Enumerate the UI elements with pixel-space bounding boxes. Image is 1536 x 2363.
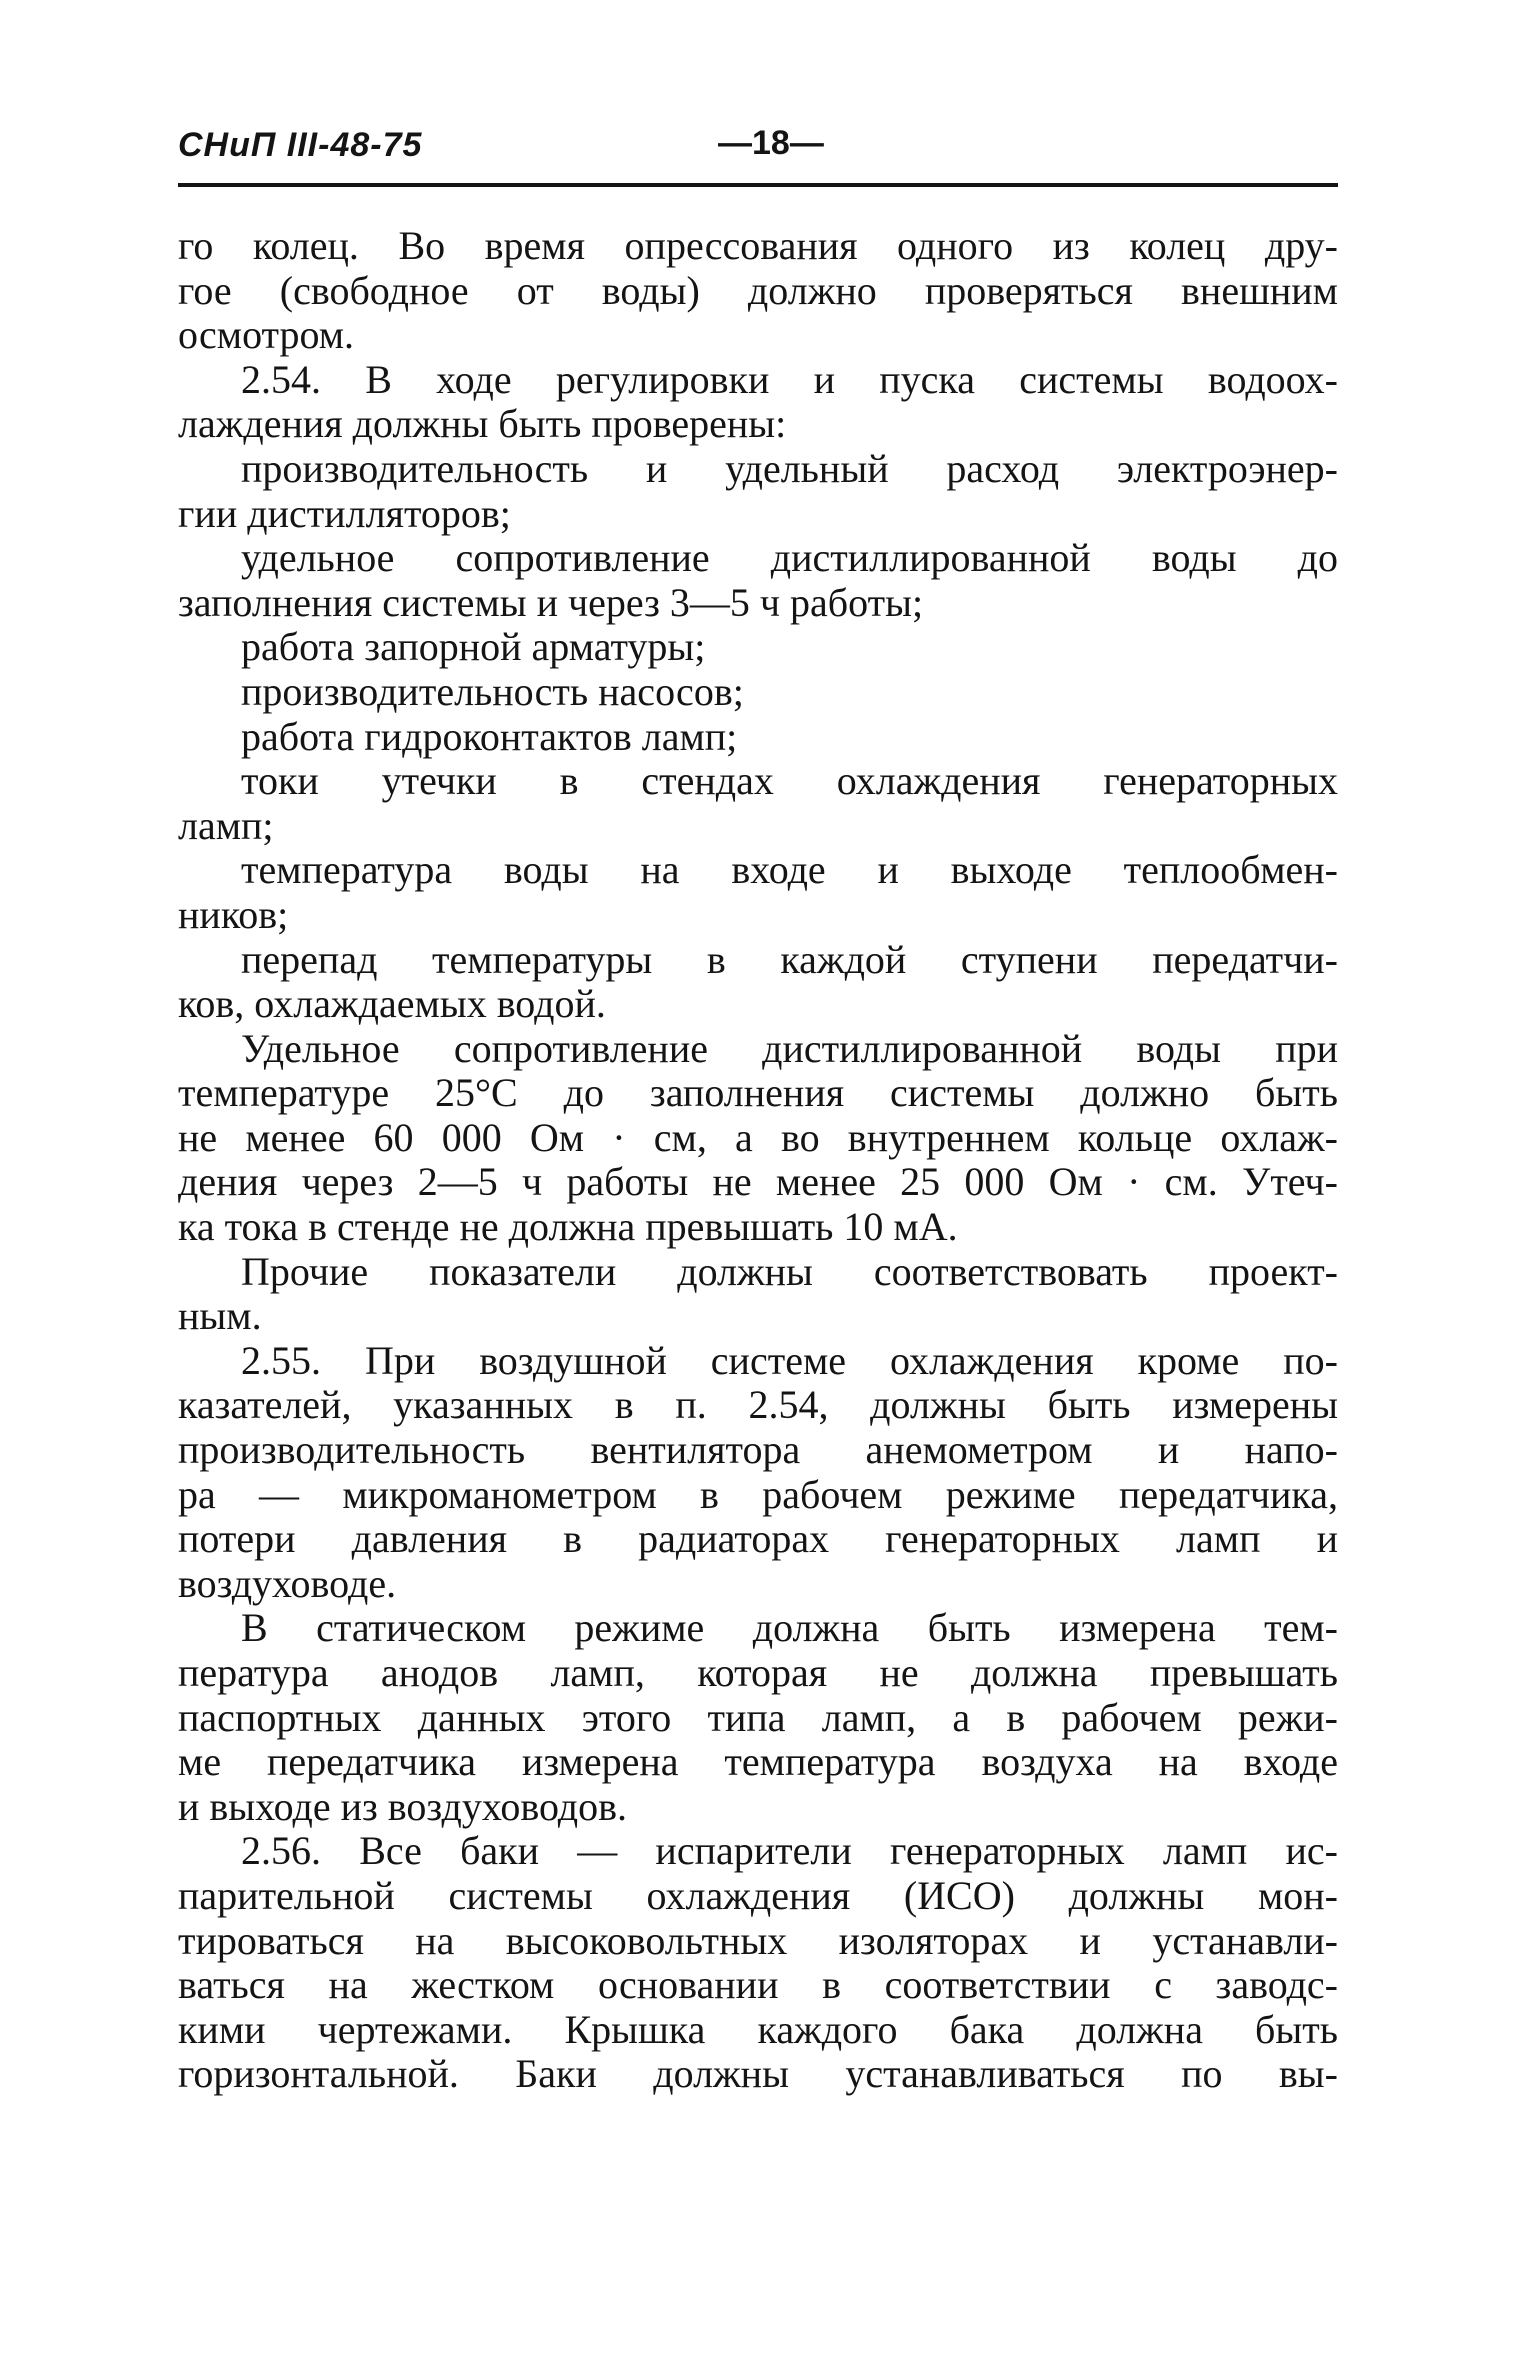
text-line: ным. — [178, 1293, 262, 1339]
text-line: и выходе из воздуховодов. — [178, 1783, 628, 1829]
text-line: токи утечки в стендах охлаждения генераторных — [241, 758, 1338, 804]
text-line: Удельное сопротивление дистиллированной воды при — [241, 1025, 1338, 1071]
document-code: СНиП III-48-75 — [178, 126, 423, 164]
text-line: ков, охлаждаемых водой. — [178, 981, 606, 1027]
text-line: ка тока в стенде не должна превышать 10 мА. — [178, 1204, 958, 1250]
text-line: В статическом режиме должна быть измерена тем- — [241, 1605, 1338, 1651]
text-line: ваться на жестком основании в соответствии с заводс- — [178, 1962, 1338, 2008]
text-line: не менее 60 000 Ом · см, а во внутреннем кольце охлаж- — [178, 1114, 1338, 1160]
text-line: работа запорной арматуры; — [241, 624, 706, 670]
text-line: работа гидроконтактов ламп; — [241, 713, 738, 759]
text-line: Прочие показатели должны соответствовать проект- — [241, 1248, 1338, 1294]
text-line: пература анодов ламп, которая не должна превышать — [178, 1650, 1338, 1695]
text-line: гое (свободное от воды) должно проверяться внешним — [178, 267, 1338, 313]
text-line: температуре 25°С до заполнения системы должно быть — [178, 1070, 1338, 1116]
text-line: производительность и удельный расход электроэнер- — [241, 445, 1338, 491]
text-line: 2.55. При воздушной системе охлаждения кроме по- — [241, 1337, 1338, 1383]
text-line: кими чертежами. Крышка каждого бака должна быть — [178, 2006, 1338, 2052]
text-line: заполнения системы и через 3—5 ч работы; — [178, 579, 924, 625]
text-line: дения через 2—5 ч работы не менее 25 000 Ом · см. Утеч- — [178, 1159, 1338, 1205]
text-line: 2.56. Все баки — испарители генераторных ламп ис- — [241, 1828, 1338, 1874]
text-line: перепад температуры в каждой ступени передатчи- — [241, 936, 1338, 982]
page-number: —18— — [718, 124, 824, 162]
text-line: парительной системы охлаждения (ИСО) должны мон- — [178, 1872, 1338, 1918]
text-line: ламп; — [178, 802, 274, 848]
text-line: паспортных данных этого типа ламп, а в рабочем режи- — [178, 1694, 1338, 1740]
text-line: гии дистилляторов; — [178, 490, 511, 536]
text-line: тироваться на высоковольтных изоляторах и устанавли- — [178, 1917, 1338, 1963]
text-line: лаждения должны быть проверены: — [178, 401, 787, 447]
text-line: производительность насосов; — [241, 668, 744, 714]
running-head — [178, 118, 1338, 178]
text-line: температура воды на входе и выходе теплообмен- — [241, 847, 1338, 893]
text-line: ников; — [178, 891, 289, 937]
text-line: воздуховоде. — [178, 1560, 397, 1606]
text-line: го колец. Во время опрессования одного из колец дру- — [178, 223, 1338, 268]
text-line: производительность вентилятора анемометром и напо- — [178, 1427, 1338, 1473]
body-text — [178, 224, 1338, 2097]
text-line: казателей, указанных в п. 2.54, должны быть измерены — [178, 1382, 1338, 1428]
text-line: ра — микроманометром в рабочем режиме передатчика, — [178, 1471, 1338, 1517]
text-line: удельное сопротивление дистиллированной воды до — [241, 535, 1338, 581]
text-line: 2.54. В ходе регулировки и пуска системы водоох- — [241, 356, 1338, 402]
header-rule — [178, 183, 1338, 187]
text-line: горизонтальной. Баки должны устанавливаться по вы- — [178, 2051, 1338, 2097]
text-line: потери давления в радиаторах генераторных ламп и — [178, 1516, 1338, 1562]
text-line: осмотром. — [178, 312, 355, 358]
text-line: ме передатчика измерена температура воздуха на входе — [178, 1739, 1338, 1785]
